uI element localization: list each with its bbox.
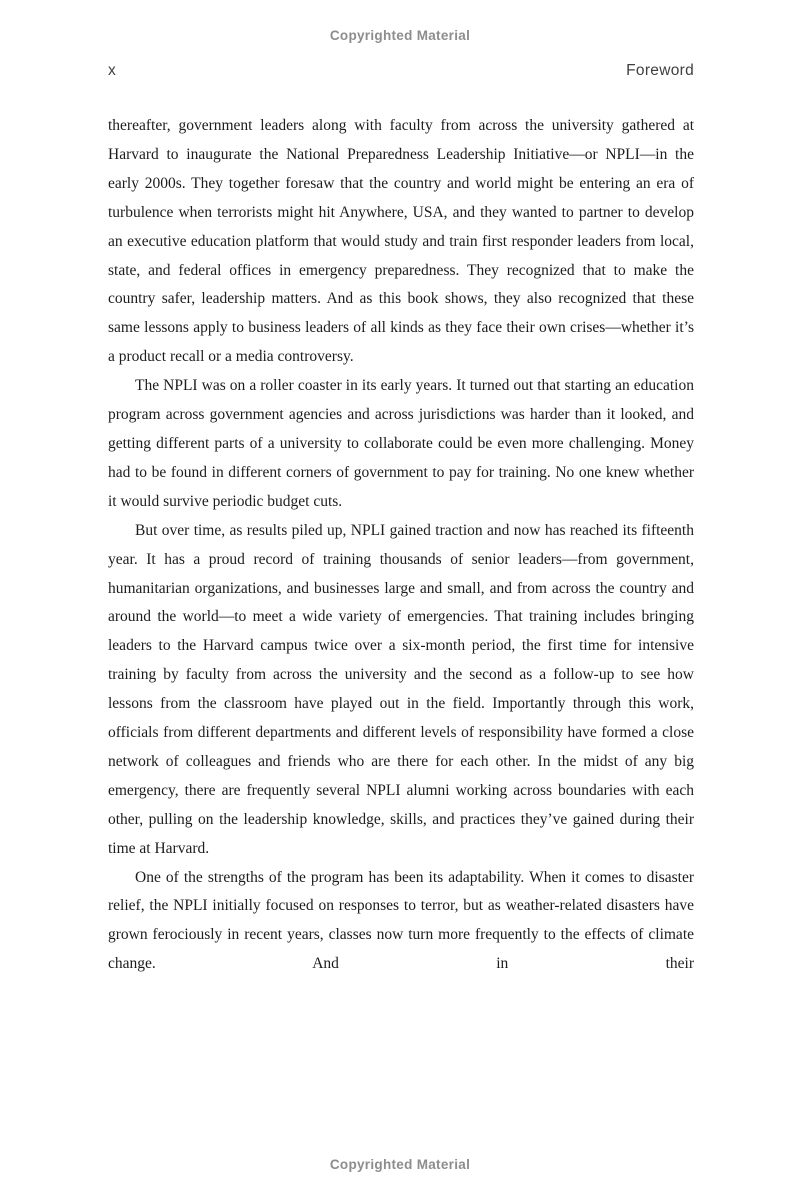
paragraph: One of the strengths of the program has been its adaptability. When it comes to disaster relief, the NPLI initially focused on responses to terror, but as weather-related disasters have grown ferociously in recent years, classes now turn more frequently to the effects of climate change. And in their [108, 868, 694, 973]
body-text [108, 112, 694, 979]
copyright-notice-top: Copyrighted Material [329, 28, 471, 43]
running-head [108, 62, 694, 80]
copyright-notice-bottom: Copyrighted Material [329, 1157, 471, 1172]
running-head-title: Foreword [626, 62, 694, 79]
paragraph: But over time, as results piled up, NPLI gained traction and now has reached its fifteenth year. It has a proud record of training thousands of senior leaders—from government, humanitarian organizations, and businesses large and small, and from across the country and around the world—to meet a wide variety of emergencies. That training includes bringing leaders to the Harvard campus twice over a six-month period, the first time for intensive training by faculty from across the university and the second as a follow-up to see how lessons from the classroom have played out in the field. Importantly through this work, officials from different departments and different levels of responsibility have formed a close network of colleagues and friends who are there for each other. In the midst of any big emergency, there are frequently several NPLI alumni working across boundaries with each other, pulling on the leadership knowledge, skills, and practices they’ve gained during their time at Harvard. [108, 521, 694, 857]
paragraph: The NPLI was on a roller coaster in its early years. It turned out that starting an education program across government agencies and across jurisdictions was harder than it looked, and getting different parts of a university to collaborate could be even more challenging. Money had to be found in different corners of government to pay for training. No one knew whether it would survive periodic budget cuts. [108, 377, 694, 510]
paragraph: thereafter, government leaders along with faculty from across the university gathered at Harvard to inaugurate the National Preparedness Leadership Initiative—or NPLI—in the early 2000s. They together foresaw that the country and world might be entering an era of turbulence when terrorists might hit Anywhere, USA, and they wanted to partner to develop an executive education platform that would study and train first responder leaders from local, state, and federal offices in emergency preparedness. They recognized that to make the country safer, leadership matters. And as this book shows, they also recognized that these same lessons apply to business leaders of all kinds as they face their own crises—whether it’s a product recall or a media controversy. [108, 117, 694, 366]
page-number: x [108, 62, 117, 79]
